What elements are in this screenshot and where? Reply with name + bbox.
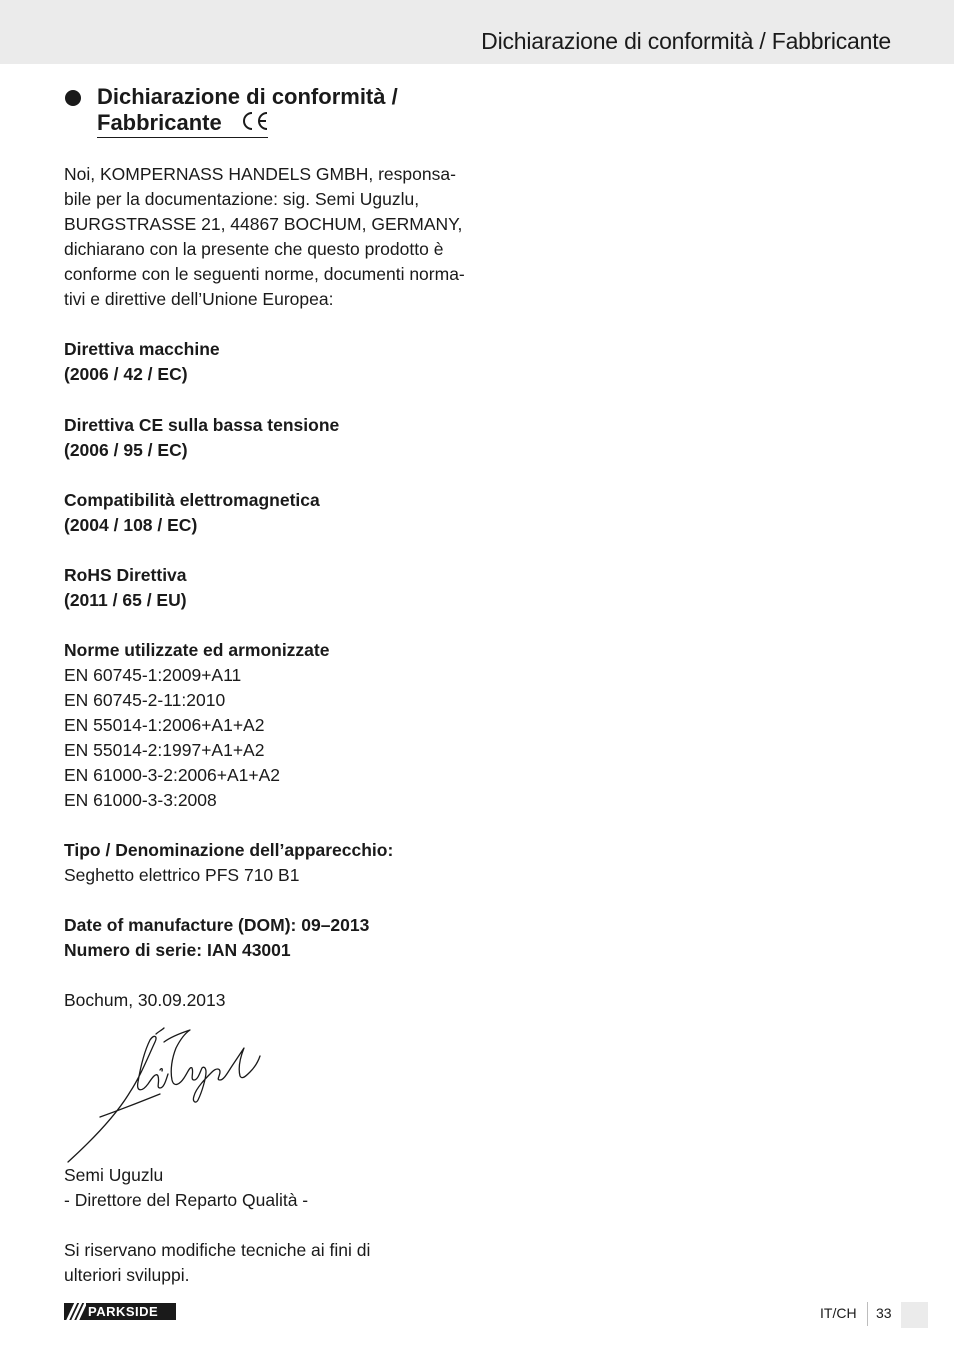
directive-code: (2006 / 95 / EC) — [64, 440, 188, 460]
directive-name: Direttiva macchine — [64, 339, 220, 359]
intro-line: dichiarano con la presente che questo prodotto è — [64, 239, 444, 259]
footer-divider — [867, 1302, 868, 1326]
directive-machinery — [64, 337, 464, 387]
disclaimer — [64, 1238, 464, 1288]
manufacture-date: Date of manufacture (DOM): 09–2013 — [64, 915, 370, 935]
intro-paragraph — [64, 162, 464, 312]
section-heading-line-2: Fabbricante — [97, 110, 222, 135]
section-heading — [97, 84, 477, 136]
directive-emc — [64, 488, 464, 538]
intro-line: bile per la documentazione: sig. Semi Uguzlu, — [64, 189, 420, 209]
signature-image — [60, 1022, 280, 1167]
serial-number: Numero di serie: IAN 43001 — [64, 940, 291, 960]
ce-mark-icon — [240, 110, 270, 138]
standard-item: EN 55014-2:1997+A1+A2 — [64, 740, 265, 760]
intro-line: tivi e direttive dell’Unione Europea: — [64, 289, 334, 309]
brand-name: PARKSIDE — [88, 1304, 159, 1319]
signatory-block — [64, 1163, 464, 1213]
directive-code: (2011 / 65 / EU) — [64, 590, 187, 610]
footer-tab — [901, 1302, 928, 1328]
directive-code: (2006 / 42 / EC) — [64, 364, 188, 384]
disclaimer-line: Si riservano modifiche tecniche ai fini di — [64, 1240, 371, 1260]
page-number: 33 — [876, 1305, 892, 1321]
section-heading-line-1: Dichiarazione di conformità / — [97, 84, 398, 109]
standards-heading: Norme utilizzate ed armonizzate — [64, 640, 330, 660]
disclaimer-line: ulteriori sviluppi. — [64, 1265, 190, 1285]
page-title: Dichiarazione di conformità / Fabbricante — [481, 28, 891, 54]
directive-name: RoHS Direttiva — [64, 565, 187, 585]
intro-line: BURGSTRASSE 21, 44867 BOCHUM, GERMANY, — [64, 214, 463, 234]
directive-name: Direttiva CE sulla bassa tensione — [64, 415, 340, 435]
intro-line: conforme con le seguenti norme, documenti norma- — [64, 264, 465, 284]
parkside-logo — [64, 1303, 176, 1320]
directive-name: Compatibilità elettromagnetica — [64, 490, 320, 510]
device-label: Tipo / Denominazione dell’apparecchio: — [64, 840, 394, 860]
directive-low-voltage — [64, 413, 464, 463]
standard-item: EN 61000-3-2:2006+A1+A2 — [64, 765, 280, 785]
logo-stripes-icon — [64, 1303, 86, 1320]
signatory-name: Semi Uguzlu — [64, 1165, 164, 1185]
device-block — [64, 838, 464, 888]
place-date — [64, 988, 464, 1013]
standard-item: EN 61000-3-3:2008 — [64, 790, 217, 810]
intro-line: Noi, KOMPERNASS HANDELS GMBH, responsa- — [64, 164, 456, 184]
directive-rohs — [64, 563, 464, 613]
manufacture-block — [64, 913, 464, 963]
standards-block — [64, 638, 464, 813]
bullet-icon — [65, 90, 81, 106]
device-value: Seghetto elettrico PFS 710 B1 — [64, 865, 300, 885]
place-date-text: Bochum, 30.09.2013 — [64, 990, 226, 1010]
directive-code: (2004 / 108 / EC) — [64, 515, 198, 535]
standard-item: EN 60745-1:2009+A11 — [64, 665, 242, 685]
standard-item: EN 55014-1:2006+A1+A2 — [64, 715, 265, 735]
signatory-role: - Direttore del Reparto Qualità - — [64, 1190, 309, 1210]
heading-underline — [97, 137, 268, 138]
standard-item: EN 60745-2-11:2010 — [64, 690, 226, 710]
footer-locale: IT/CH — [820, 1305, 857, 1321]
